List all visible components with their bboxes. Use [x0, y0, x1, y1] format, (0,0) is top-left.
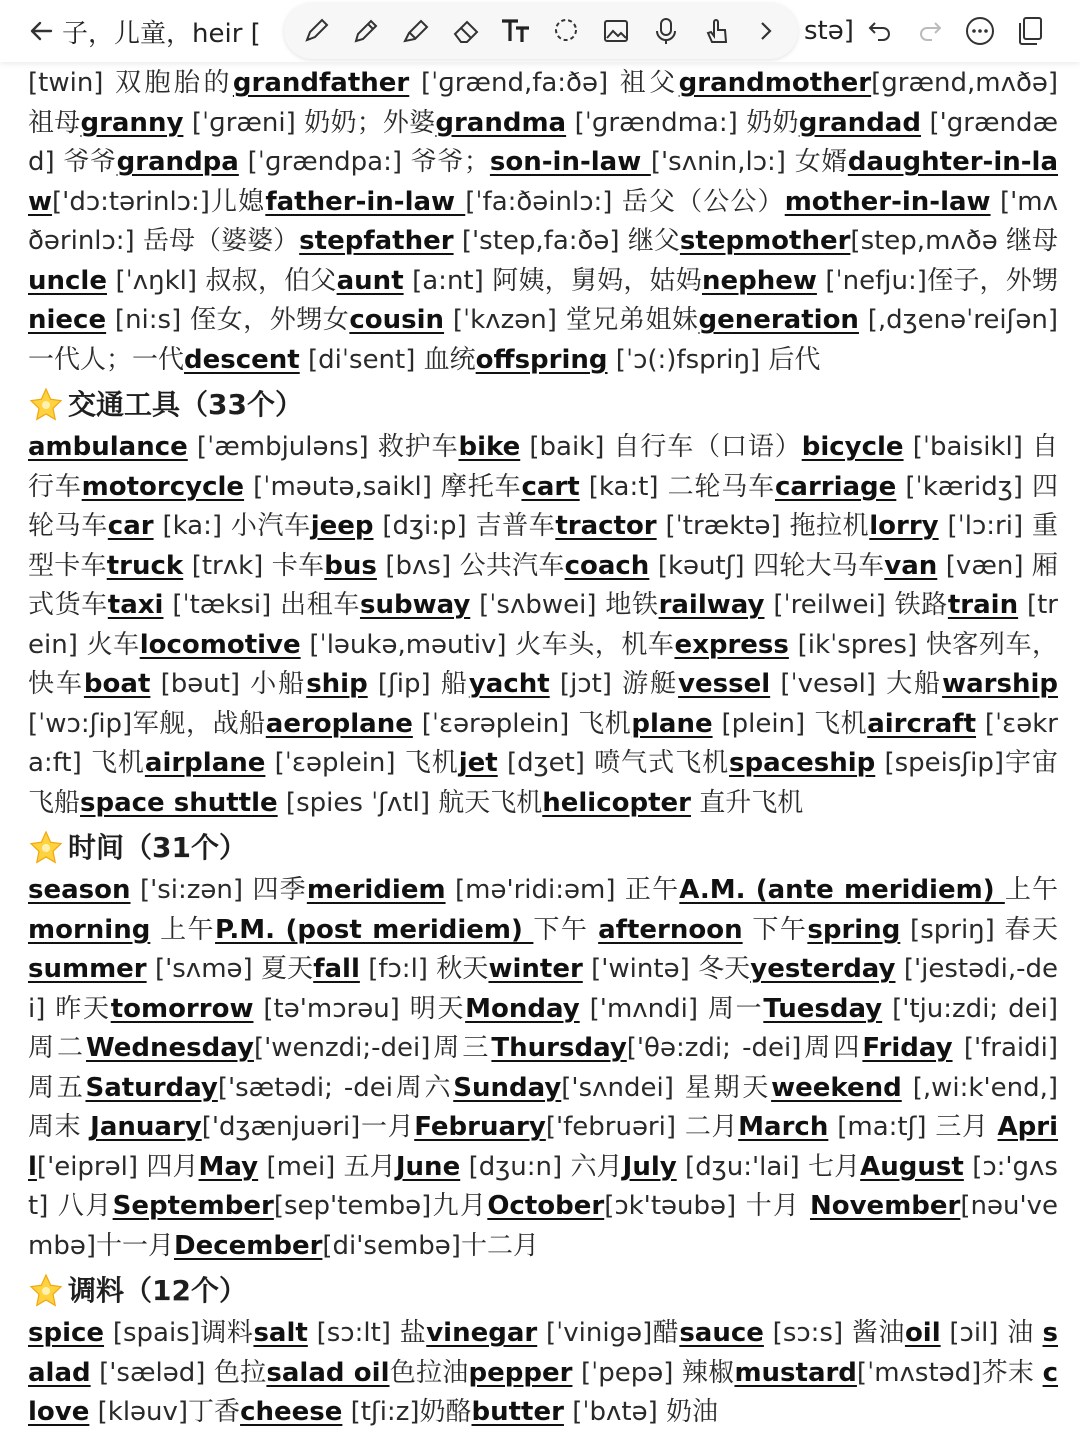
section-heading [28, 382, 1058, 428]
vocab-pronunciation-meaning: [ˈmʌstəd]芥末 [856, 1357, 1043, 1388]
vocab-pronunciation-meaning: [a:nt] 阿姨，舅妈，姑妈 [403, 265, 702, 296]
vocab-pronunciation-meaning: [ˈnefju:]侄子，外甥 [816, 265, 1058, 296]
vocab-word: locomotive [139, 629, 301, 660]
vocab-word: June [395, 1151, 461, 1182]
vocab-word: fall [313, 954, 360, 984]
vocab-word: train [947, 590, 1019, 620]
vocab-pronunciation-meaning: [trʌk] 卡车 [183, 550, 325, 581]
vocab-pronunciation-meaning: [ˈvinigə]醋 [537, 1318, 680, 1348]
vocab-word: son-in-law [489, 147, 651, 177]
vocab-pronunciation-meaning: [nəu'vembə]十一月 [28, 1191, 1058, 1261]
vocab-paragraph [28, 871, 1058, 1266]
vocab-pronunciation-meaning: ['step,fa:ðə] 继父 [453, 226, 680, 256]
image-icon[interactable] [594, 11, 638, 51]
vocab-word: stepfather [299, 226, 454, 256]
vocab-pronunciation-meaning: ['sæləd] 色拉 [90, 1357, 267, 1388]
vocab-word: ship [306, 669, 368, 699]
vocab-word: bike [458, 432, 521, 462]
vocab-word: father-in-law [265, 186, 466, 217]
vocab-pronunciation-meaning: [dʒi:p] 吉普车 [373, 511, 556, 541]
vocab-pronunciation-meaning: [ˈvesəl] 大船 [770, 669, 943, 699]
vocab-word: taxi [107, 590, 164, 620]
star-icon [28, 1273, 64, 1309]
vocab-pronunciation-meaning: [ni:s] 侄女，外甥女 [106, 305, 350, 335]
vocab-pronunciation-meaning: [ˈɛəkra:ft] 飞机 [28, 708, 1058, 778]
vocab-pronunciation-meaning: [ɔk'təubə] 十月 [604, 1191, 810, 1221]
section-heading [28, 825, 1058, 871]
vocab-word: carriage [775, 471, 897, 502]
vocab-pronunciation-meaning: 上午 [1004, 875, 1058, 905]
vocab-pronunciation-meaning: [speisʃip]宇宙飞船 [28, 748, 1058, 818]
vocab-pronunciation-meaning: ['grændæd] 爷爷 [28, 107, 1058, 177]
vocab-word: P.M. (post meridiem) [215, 914, 534, 945]
vocab-word: January [90, 1112, 202, 1142]
vocab-pronunciation-meaning: [ˈsʌbwei] 地铁 [470, 590, 659, 620]
vocab-word: March [738, 1112, 829, 1142]
vocab-pronunciation-meaning: ['mʌndi] 周一 [579, 993, 764, 1024]
vocab-word: September [112, 1191, 274, 1221]
vocab-word: winter [488, 954, 583, 984]
vocab-pronunciation-meaning: [di'sembə]十二月 [322, 1230, 539, 1261]
vocab-word: van [884, 550, 938, 581]
vocab-word: Monday [465, 993, 580, 1024]
star-icon [28, 387, 64, 423]
vocab-word: nephew [701, 265, 817, 296]
vocab-word: salad oil [266, 1357, 390, 1388]
vocab-word: vinegar [426, 1318, 538, 1348]
vocab-word: tomorrow [110, 993, 254, 1024]
vocab-pronunciation-meaning: 下午 [533, 914, 599, 945]
vocab-word: aeroplane [265, 708, 413, 739]
vocab-pronunciation-meaning: [spriŋ] 春天 [900, 914, 1059, 945]
chevron-right-icon[interactable] [744, 11, 788, 51]
vocab-pronunciation-meaning: ['sʌmə] 夏天 [146, 954, 314, 984]
vocab-pronunciation-meaning: ['mʌðərinlɔ:] 岳母（婆婆） [28, 186, 1058, 256]
vocab-word: jet [458, 748, 498, 778]
vocab-word: mustard [734, 1357, 857, 1388]
vocab-pronunciation-meaning: [ˈbʌtə] 奶油 [563, 1397, 718, 1427]
vocab-word: grandma [435, 107, 567, 138]
vocab-pronunciation-meaning: [jɔt] 游艇 [549, 669, 679, 699]
vocab-pronunciation-meaning: [,dʒenəˈreiʃən] 一代人；一代 [28, 305, 1058, 375]
vocab-word: summer [28, 954, 147, 984]
vocab-word: helicopter [542, 787, 691, 818]
toolbar-right-text: stə] [804, 16, 854, 46]
pages-icon[interactable] [1010, 11, 1050, 51]
vocab-pronunciation-meaning: [spies ˈʃʌtl] 航天飞机 [277, 787, 543, 818]
vocab-pronunciation-meaning: [spais]调料 [104, 1318, 254, 1348]
vocab-word: niece [28, 305, 107, 335]
vocab-word: car [107, 511, 154, 541]
vocab-pronunciation-meaning: [dʒet] 喷气式飞机 [497, 748, 730, 778]
vocab-pronunciation-meaning: ['dɔ:tərinlɔ:]儿媳 [52, 186, 266, 217]
vocab-word: lorry [869, 511, 939, 541]
vocab-word: grandpa [116, 147, 239, 177]
section-heading-text: 交通工具（33个） [68, 388, 303, 421]
vocab-word: mother-in-law [784, 186, 991, 217]
vocab-pronunciation-meaning: [ikˈspres] 快客列车，快车 [28, 629, 1058, 699]
vocab-word: cheese [240, 1397, 343, 1427]
vocab-pronunciation-meaning: 色拉油 [389, 1357, 469, 1388]
vocab-pronunciation-meaning: [ˈkæridʒ] 四轮马车 [28, 471, 1058, 541]
vocab-pronunciation-meaning: [ˈtræktə] 拖拉机 [656, 511, 870, 541]
text-icon[interactable] [494, 11, 538, 51]
vocab-word: generation [698, 305, 859, 335]
vocab-pronunciation-meaning: [sɔ:s] 酱油 [763, 1318, 905, 1348]
redo-icon[interactable] [910, 11, 950, 51]
vocab-word: warship [942, 669, 1058, 699]
vocab-pronunciation-meaning: [twin] 双胞胎的 [28, 68, 233, 98]
vocabulary-document [28, 64, 1058, 1433]
vocab-word: Friday [862, 1033, 953, 1063]
vocab-word: plane [631, 708, 713, 739]
vocab-word: Wednesday [86, 1033, 254, 1063]
vocab-pronunciation-meaning: [ka:] 小汽车 [153, 511, 311, 541]
vocab-pronunciation-meaning: [ˈwɔ:ʃip]军舰，战船 [28, 708, 266, 739]
vocab-word: yacht [468, 669, 550, 699]
vocab-pronunciation-meaning: [bʌs] 公共汽车 [376, 550, 565, 581]
vocab-word: A.M. (ante meridiem) [679, 875, 1005, 905]
vocab-pronunciation-meaning: [ˈməutə,saikl] 摩托车 [244, 471, 522, 502]
vocab-word: daughter-in-law [28, 147, 1058, 217]
vocab-word: aircraft [867, 708, 977, 739]
vocab-word: butter [471, 1397, 564, 1427]
vocab-pronunciation-meaning: [sɔ:lt] 盐 [307, 1318, 427, 1348]
vocab-word: express [674, 629, 789, 660]
vocab-pronunciation-meaning: [ˈɡræni] 奶奶；外婆 [183, 107, 436, 138]
vocab-word: May [198, 1151, 259, 1182]
vocab-word: season [28, 875, 131, 905]
vocab-word: meridiem [306, 875, 446, 905]
vocab-pronunciation-meaning: ['februəri] 二月 [545, 1112, 739, 1142]
more-icon[interactable] [960, 11, 1000, 51]
vocab-word: cousin [349, 305, 445, 335]
vocab-word: tractor [555, 511, 657, 541]
vocab-pronunciation-meaning: [ɔil] 油 [940, 1318, 1043, 1348]
vocab-pronunciation-meaning: [ˈɛəplein] 飞机 [265, 748, 459, 778]
touch-icon[interactable] [694, 11, 738, 51]
vocab-pronunciation-meaning: [plein] 飞机 [712, 708, 868, 739]
vocab-pronunciation-meaning: [diˈsent] 血统 [299, 344, 476, 375]
vocab-word: sauce [679, 1318, 764, 1348]
vocab-word: clove [28, 1357, 1059, 1427]
vocab-word: descent [184, 344, 300, 375]
vocab-pronunciation-meaning: [kəutʃ] 四轮大马车 [649, 550, 885, 581]
vocab-word: ambulance [28, 432, 188, 462]
vocab-pronunciation-meaning: [ɔ:'gʌst] 八月 [28, 1151, 1058, 1221]
vocab-word: aunt [336, 265, 404, 296]
vocab-pronunciation-meaning: [kləuv]丁香 [89, 1397, 241, 1427]
vocab-word: Tuesday [763, 993, 883, 1024]
vocab-pronunciation-meaning: [ka:t] 二轮马车 [579, 471, 775, 502]
vocab-pronunciation-meaning: ['tju:zdi; dei]周二 [28, 993, 1058, 1063]
vocab-word: Sunday [453, 1072, 562, 1103]
vocab-pronunciation-meaning: [ˈlɔ:ri] 重型卡车 [28, 511, 1058, 581]
back-arrow-icon[interactable] [22, 11, 62, 51]
vocab-pronunciation-meaning: [ˈbaisikl] 自行车 [28, 432, 1058, 502]
vocab-word: morning [28, 914, 151, 945]
vocab-pronunciation-meaning: [step,mʌðə 继母 [850, 226, 1059, 256]
vocab-pronunciation-meaning: [ˈɡrændpa:] 爷爷； [238, 147, 490, 177]
pencil-icon[interactable] [344, 11, 388, 51]
vocab-word: October [487, 1191, 605, 1221]
vocab-pronunciation-meaning: [mei] 五月 [258, 1151, 396, 1182]
vocab-word: truck [106, 550, 184, 581]
vocab-pronunciation-meaning: [ˈləukə,məutiv] 火车头，机车 [300, 629, 675, 660]
note-toolbar [0, 0, 1080, 62]
vocab-word: spaceship [729, 748, 876, 778]
vocab-pronunciation-meaning: 直升飞机 [691, 787, 804, 818]
vocab-pronunciation-meaning: 上午 [150, 914, 216, 945]
vocab-word: grandfather [232, 68, 410, 98]
vocab-pronunciation-meaning: [ˈɔ(:)fspriŋ] 后代 [607, 344, 821, 375]
vocab-pronunciation-meaning: [væn] 厢式货车 [28, 550, 1058, 620]
vocab-pronunciation-meaning: [baik] 自行车（口语） [520, 432, 802, 462]
vocab-pronunciation-meaning: [tʃi:z]奶酪 [342, 1397, 472, 1427]
vocab-paragraph [28, 64, 1058, 380]
vocab-word: salt [253, 1318, 308, 1348]
vocab-pronunciation-meaning: ['θə:zdi; -dei]周四 [626, 1033, 863, 1063]
vocab-pronunciation-meaning: ['dʒænjuəri]一月 [201, 1112, 415, 1142]
vocab-pronunciation-meaning: [ˈɡrændma:] 奶奶 [566, 107, 799, 138]
pen-icon[interactable] [294, 11, 338, 51]
vocab-pronunciation-meaning: [ˈʌŋkl] 叔叔，伯父 [106, 265, 337, 296]
vocab-word: weekend [771, 1072, 902, 1103]
vocab-pronunciation-meaning: ['si:zən] 四季 [130, 875, 307, 905]
vocab-word: spring [807, 914, 901, 945]
vocab-word: jeep [310, 511, 374, 541]
vocab-word: salad [28, 1318, 1059, 1388]
vocab-pronunciation-meaning: ['eiprəl] 四月 [36, 1151, 199, 1182]
toolbar-left-text: 子，儿童，heir [ [62, 18, 261, 49]
vocab-pronunciation-meaning: [ʃip] 船 [367, 669, 469, 699]
vocab-pronunciation-meaning: [grænd,mʌðə] 祖母 [28, 68, 1058, 138]
vocab-word: space shuttle [80, 787, 278, 818]
vocab-word: spice [28, 1318, 105, 1348]
vocab-pronunciation-meaning: [dʒu:n] 六月 [460, 1151, 623, 1182]
vocab-pronunciation-meaning: [sep'tembə]九月 [273, 1191, 488, 1221]
vocab-pronunciation-meaning: ['jestədi,-dei] 昨天 [28, 954, 1058, 1024]
vocab-word: cart [521, 471, 580, 502]
vocab-word: grandad [798, 107, 921, 138]
vocab-pronunciation-meaning: [mə'ridi:əm] 正午 [445, 875, 680, 905]
eraser-icon[interactable] [444, 11, 488, 51]
vocab-word: boat [83, 669, 151, 699]
vocab-word: granny [80, 107, 184, 138]
vocab-word: December [173, 1230, 323, 1261]
vocab-word: afternoon [598, 914, 743, 945]
vocab-pronunciation-meaning: [bəut] 小船 [150, 669, 307, 699]
vocab-word: subway [359, 590, 471, 620]
vocab-pronunciation-meaning: [ma:tʃ] 三月 [828, 1112, 998, 1142]
vocab-paragraph [28, 1314, 1058, 1433]
vocab-word: grandmother [678, 68, 872, 98]
mic-icon[interactable] [644, 11, 688, 51]
vocab-word: airplane [144, 748, 266, 778]
star-icon [28, 830, 64, 866]
vocab-word: Thursday [491, 1033, 627, 1063]
vocab-pronunciation-meaning: [dʒu:'lai] 七月 [676, 1151, 861, 1182]
undo-icon[interactable] [860, 11, 900, 51]
vocab-word: April [28, 1112, 1059, 1182]
vocab-word: bus [324, 550, 377, 581]
vocab-word: offspring [475, 344, 608, 375]
vocab-pronunciation-meaning: [trein] 火车 [28, 590, 1058, 660]
vocab-pronunciation-meaning: [ˈkʌzən] 堂兄弟姐妹 [444, 305, 699, 335]
section-heading-text: 调料（12个） [68, 1274, 247, 1307]
vocab-word: July [622, 1151, 677, 1182]
drawing-tools-pill [284, 3, 798, 59]
vocab-word: oil [904, 1318, 941, 1348]
vocab-pronunciation-meaning: [ˈɡrænd,fa:ðə] 祖父 [409, 68, 679, 98]
vocab-pronunciation-meaning: ['wenzdi;-dei]周三 [253, 1033, 492, 1063]
vocab-word: railway [658, 590, 765, 620]
vocab-word: Saturday [85, 1072, 218, 1103]
vocab-pronunciation-meaning: [fɔ:l] 秋天 [359, 954, 489, 984]
vocab-pronunciation-meaning: 下午 [742, 914, 808, 945]
vocab-pronunciation-meaning: [ˈɛərəplein] 飞机 [412, 708, 632, 739]
vocab-pronunciation-meaning: [ˈpepə] 辣椒 [572, 1357, 735, 1388]
vocab-word: August [860, 1151, 964, 1182]
vocab-pronunciation-meaning: ['fraidi] 周五 [28, 1033, 1058, 1103]
vocab-pronunciation-meaning: [ˈæmbjuləns] 救护车 [187, 432, 459, 462]
vocab-word: pepper [468, 1357, 573, 1388]
vocab-pronunciation-meaning: ['sætədi; -dei周六 [217, 1072, 454, 1103]
vocab-word: November [809, 1191, 961, 1221]
section-heading-text: 时间（31个） [68, 831, 247, 864]
highlighter-icon[interactable] [394, 11, 438, 51]
vocab-pronunciation-meaning: ['sʌnin,lɔ:] 女婿 [650, 147, 848, 177]
vocab-pronunciation-meaning: [tə'mɔrəu] 明天 [253, 993, 466, 1024]
vocab-pronunciation-meaning: [,wi:k'end,] 周末 [28, 1072, 1058, 1142]
vocab-word: motorcycle [81, 471, 245, 502]
vocab-word: stepmother [679, 226, 851, 256]
vocab-pronunciation-meaning: ['wintə] 冬天 [582, 954, 751, 984]
vocab-word: coach [564, 550, 650, 581]
vocab-pronunciation-meaning: [ˈreilwei] 铁路 [764, 590, 948, 620]
vocab-word: bicycle [801, 432, 904, 462]
vocab-paragraph [28, 428, 1058, 823]
vocab-word: February [414, 1112, 546, 1142]
vocab-word: uncle [28, 265, 107, 296]
vocab-pronunciation-meaning: [ˈtæksi] 出租车 [163, 590, 360, 620]
lasso-icon[interactable] [544, 11, 588, 51]
vocab-word: vessel [678, 669, 771, 699]
section-heading [28, 1268, 1058, 1314]
vocab-pronunciation-meaning: [ˈfa:ðəinlɔ:] 岳父（公公） [465, 186, 785, 217]
vocab-pronunciation-meaning: ['sʌndei] 星期天 [561, 1072, 772, 1103]
vocab-word: yesterday [750, 954, 896, 984]
